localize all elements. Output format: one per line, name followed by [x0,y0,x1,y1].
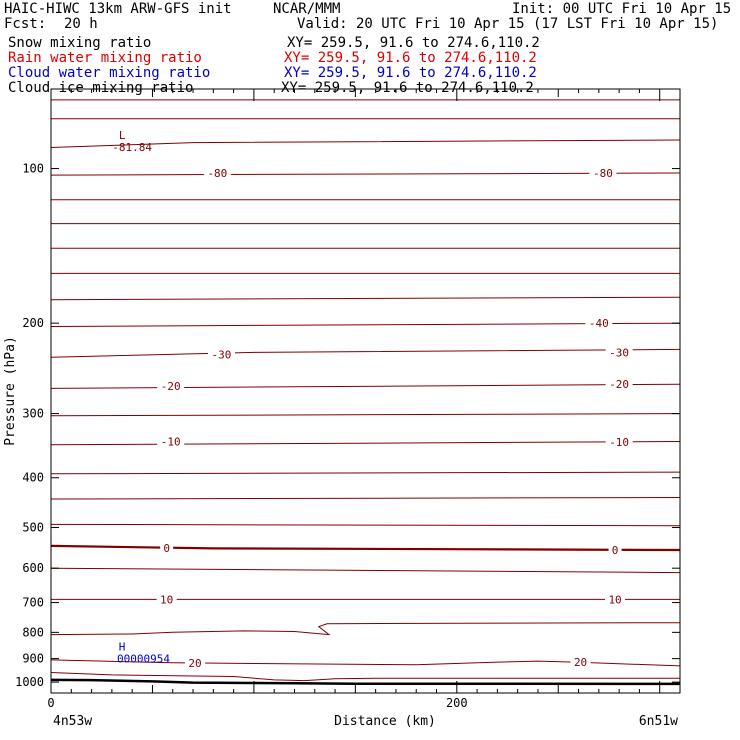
forecast-hour: 20 h [64,16,98,32]
contour-line [51,498,680,500]
contour-label: -20 [160,379,181,393]
field-name-cloud-water: Cloud water mixing ratio [8,65,211,81]
contour-label: -20 [609,378,630,392]
contour-line [51,414,680,416]
contour-label: -40 [588,317,609,331]
contour-line [51,673,680,681]
contour-line [51,384,680,388]
y-tick-label: 1000 [15,675,44,690]
x-endpoint-right: 6n51w [638,714,678,729]
field-xy-cloud-ice: XY= 259.5, 91.6 to 274.6,110.2 [281,80,534,96]
contour-labels [157,167,633,670]
field-name-rain: Rain water mixing ratio [8,50,202,66]
contour-label: -10 [609,436,630,450]
y-tick-label: 300 [22,406,44,421]
contour-label: 10 [608,593,622,607]
y-tick-label: 700 [22,595,44,610]
terrain-surface [51,680,680,684]
y-tick-label: 900 [22,651,44,666]
contour-label: -30 [211,348,232,362]
field-name-cloud-ice: Cloud ice mixing ratio [8,80,194,96]
contour-line [51,546,680,550]
organization-label: NCAR/MMM [273,1,341,17]
y-axis-label: Pressure (hPa) [3,336,18,446]
contour-line [51,297,680,300]
model-title: HAIC-HIWC 13km ARW-GFS init [4,1,232,17]
y-tick-label: 600 [22,561,44,576]
contour-line [51,442,680,445]
field-xy-snow: XY= 259.5, 91.6 to 274.6,110.2 [287,35,540,51]
contour-label: 20 [188,657,202,671]
y-tick-label: 500 [22,520,44,535]
field-name-snow: Snow mixing ratio [8,35,152,51]
x-axis-label: Distance (km) [334,714,436,729]
valid-time: Valid: 20 UTC Fri 10 Apr 15 (17 LST Fri 10 Apr 15) [297,16,719,32]
field-xy-cloud-water: XY= 259.5, 91.6 to 274.6,110.2 [284,65,537,81]
contour-line [51,623,680,635]
x-endpoint-left: 4n53w [53,714,93,729]
contour-label: 0 [611,543,619,557]
x-tick-label: 200 [445,696,468,710]
forecast-label: Fcst: [4,16,47,32]
contour-line [51,173,680,175]
contour-lines [51,100,680,681]
x-tick-label: 0 [47,696,55,710]
contour-label: -80 [207,166,228,180]
y-tick-label: 800 [22,625,44,640]
contour-line [51,472,680,474]
y-tick-label: 100 [22,161,44,176]
y-tick-label: 400 [22,470,44,485]
contour-line [51,349,680,357]
low-marker-value: -81.84 [112,141,153,155]
contour-label: 10 [160,593,174,607]
high-marker-symbol: H [118,640,126,654]
field-xy-rain: XY= 259.5, 91.6 to 274.6,110.2 [284,50,537,66]
init-time: Init: 00 UTC Fri 10 Apr 15 [512,1,732,17]
contour-label: -10 [160,435,181,449]
contour-label: 0 [163,541,170,555]
contour-label: -80 [592,166,613,180]
axes [15,89,680,710]
contour-line [51,568,680,572]
y-tick-label: 200 [22,316,44,331]
contour-label: -30 [609,346,630,360]
high-marker-value: 00000954 [117,652,171,666]
terrain-line [51,680,680,684]
plot-frame [51,89,680,693]
contour-label: 20 [573,656,588,670]
contour-line [51,524,680,525]
low-marker-symbol: L [118,129,126,143]
